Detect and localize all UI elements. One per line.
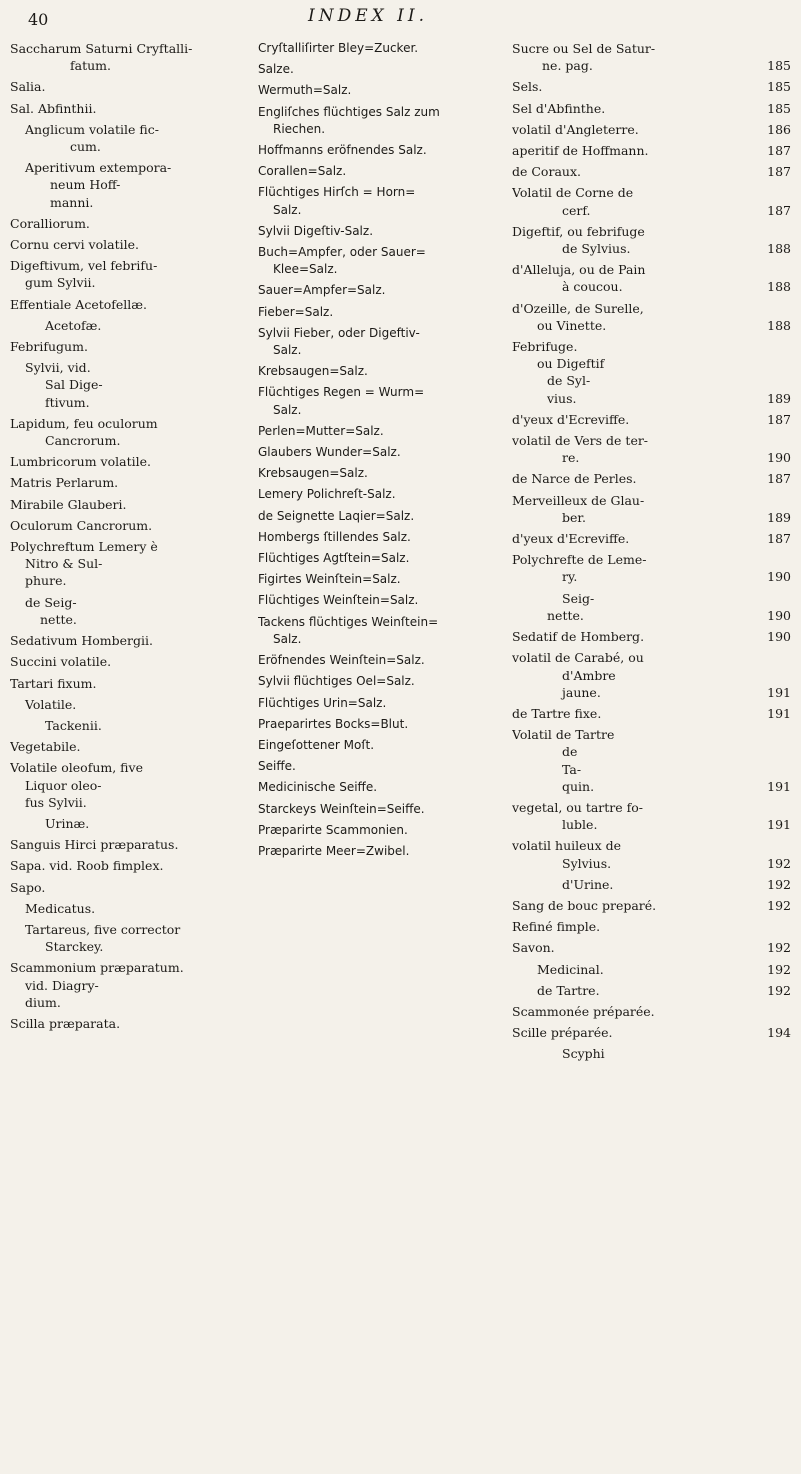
page-reference: 190: [767, 629, 791, 645]
latin-entry: [10, 959, 255, 1011]
french-entry: [512, 470, 797, 487]
latin-entry-line: de Seig-: [25, 594, 77, 610]
french-entry-line: Sedatif de Homberg. 190: [512, 628, 797, 645]
french-entry-line: d'Ambre: [562, 667, 616, 683]
latin-entry: [10, 415, 255, 449]
running-title: INDEX II.: [308, 6, 428, 26]
german-entry: [258, 444, 503, 461]
german-entry-line: Seiffe.: [258, 759, 296, 774]
latin-entry-line: phure.: [25, 573, 67, 589]
german-entry-line: Sauer=Ampfer=Salz.: [258, 283, 386, 298]
german-entry-line: Glaubers Wunder=Salz.: [258, 445, 401, 460]
french-entry: [512, 261, 797, 295]
german-entry: [258, 843, 503, 860]
french-entry-line: volatil huileux de: [512, 838, 621, 854]
latin-entry: [10, 257, 255, 291]
german-entry: [258, 40, 503, 57]
german-entry: [258, 325, 503, 359]
latin-entry: [10, 1015, 255, 1032]
page-reference: 192: [767, 876, 791, 892]
french-entry-line: Refiné fimple.: [512, 919, 601, 935]
page-reference: 185: [767, 100, 791, 116]
latin-entry-line: Effentiale Acetofellæ.: [10, 296, 148, 312]
french-entry: [512, 628, 797, 645]
latin-entry-line: Starckey.: [45, 939, 104, 955]
german-entry: [258, 486, 503, 503]
latin-entry-line: Saccharum Saturni Cryftalli-: [10, 41, 193, 56]
french-entry-line: ry. 190: [512, 568, 797, 585]
latin-entry: [10, 296, 255, 313]
german-entry-line: Krebsaugen=Salz.: [258, 466, 368, 481]
german-entry-line: Krebsaugen=Salz.: [258, 364, 368, 379]
latin-entry-line: Sal. Abfinthii.: [10, 100, 97, 116]
german-entry: [258, 163, 503, 180]
french-entry: [512, 939, 797, 956]
latin-entry-line: Coralliorum.: [10, 215, 90, 231]
page-reference: 187: [767, 411, 791, 427]
french-entry-line: volatil de Carabé, ou: [512, 650, 644, 666]
french-entry-line: Sel d'Abfinthe. 185: [512, 100, 797, 117]
german-entry: [258, 716, 503, 733]
german-entry: [258, 614, 503, 648]
page-reference: 191: [767, 705, 791, 721]
german-entry-line: Præparirte Scammonien.: [258, 822, 408, 837]
latin-entry-line: Aperitivum extempora-: [25, 160, 172, 176]
latin-entry-line: Lapidum, feu oculorum: [10, 415, 158, 431]
german-entry: [258, 779, 503, 796]
french-entry: [512, 1003, 797, 1020]
german-entry: [258, 184, 503, 218]
german-entry-line: Buch=Ampfer, oder Sauer=: [258, 245, 426, 260]
page-reference: 187: [767, 471, 791, 487]
german-entry-line: Fieber=Salz.: [258, 304, 334, 319]
latin-entry: [10, 236, 255, 253]
german-entry-line: Salz.: [273, 202, 302, 217]
french-entry: [512, 897, 797, 914]
latin-entry-line: Sapa. vid. Roob fimplex.: [10, 858, 164, 874]
german-entry: [258, 61, 503, 78]
latin-entry-line: Salia.: [10, 79, 46, 95]
latin-entry: [10, 879, 255, 896]
french-entry-line: vegetal, ou tartre fo-: [512, 799, 644, 815]
french-entry-line: ou Digeftif: [537, 356, 605, 372]
french-entry-line: Sucre ou Sel de Satur-: [512, 41, 656, 56]
latin-entry: [10, 359, 255, 411]
french-entry-line: d'Alleluja, ou de Pain: [512, 262, 646, 278]
french-entry: [512, 300, 797, 334]
german-entry-line: Salz.: [273, 402, 302, 417]
page-reference: 187: [767, 202, 791, 218]
german-entry: [258, 104, 503, 138]
german-entry: [258, 801, 503, 818]
latin-entry-line: Lumbricorum volatile.: [10, 454, 151, 470]
page-number: 40: [28, 10, 49, 29]
latin-entry-line: vid. Diagry-: [25, 977, 99, 993]
german-entry-line: Klee=Salz.: [273, 262, 338, 277]
page-reference: 190: [767, 450, 791, 466]
german-entry-line: Lemery Polichreſt-Salz.: [258, 487, 396, 502]
french-entry: [512, 142, 797, 159]
latin-entry: [10, 78, 255, 95]
latin-entry-line: Cornu cervi volatile.: [10, 237, 139, 253]
french-entry-line: jaune. 191: [512, 684, 797, 701]
french-entry: [512, 799, 797, 833]
latin-entry-line: Nitro & Sul-: [25, 556, 103, 572]
german-entry: [258, 695, 503, 712]
latin-entry-line: fus Sylvii.: [25, 794, 87, 810]
french-entry-line: volatil de Vers de ter-: [512, 433, 649, 449]
german-entry: [258, 304, 503, 321]
german-entry-line: Flüchtiges Hirſch = Horn=: [258, 185, 416, 200]
french-entry: [512, 530, 797, 547]
french-entry-line: Sang de bouc preparé. 192: [512, 897, 797, 914]
german-entry-line: Salz.: [273, 343, 302, 358]
french-entry: [512, 961, 797, 978]
page-reference: 190: [767, 607, 791, 623]
latin-entry: [10, 900, 255, 917]
latin-entry: [10, 815, 255, 832]
french-entry: [512, 590, 797, 624]
french-column: [512, 40, 797, 1067]
latin-entry-line: Sylvii, vid.: [25, 360, 91, 376]
latin-entry-line: Sedativum Hombergii.: [10, 633, 153, 649]
latin-entry: [10, 538, 255, 590]
german-entry-line: Eingeſottener Moſt.: [258, 737, 375, 752]
french-entry: [512, 726, 797, 795]
german-entry: [258, 758, 503, 775]
latin-entry-line: Vegetabile.: [10, 739, 81, 755]
french-entry-line: d'Ozeille, de Surelle,: [512, 300, 644, 316]
german-entry: [258, 508, 503, 525]
german-entry: [258, 550, 503, 567]
german-entry-line: Tackens flüchtiges Weinſtein=: [258, 614, 439, 629]
german-entry-line: Corallen=Salz.: [258, 164, 347, 179]
page-reference: 187: [767, 531, 791, 547]
latin-entry: [10, 40, 255, 74]
latin-entry-line: Matris Perlarum.: [10, 475, 119, 491]
german-entry: [258, 423, 503, 440]
french-entry: [512, 1045, 797, 1062]
latin-entry-line: Tackenii.: [45, 717, 102, 733]
french-entry-line: ber. 189: [512, 509, 797, 526]
german-entry-line: Salze.: [258, 62, 294, 77]
latin-entry-line: Liquor oleo-: [25, 777, 102, 793]
french-entry: [512, 184, 797, 218]
german-entry: [258, 82, 503, 99]
french-entry-line: nette. 190: [512, 607, 797, 624]
latin-entry: [10, 121, 255, 155]
latin-entry: [10, 317, 255, 334]
french-entry-line: Volatil de Corne de: [512, 185, 634, 201]
latin-entry-line: Mirabile Glauberi.: [10, 496, 127, 512]
french-entry: [512, 163, 797, 180]
french-entry-line: Volatil de Tartre: [512, 727, 615, 743]
french-entry-line: Merveilleux de Glau-: [512, 492, 645, 508]
french-entry-line: Scammonée préparée.: [512, 1003, 655, 1019]
french-entry: [512, 918, 797, 935]
french-entry-line: ne. pag. 185: [512, 57, 797, 74]
french-entry-line: cerf. 187: [512, 202, 797, 219]
german-entry: [258, 363, 503, 380]
french-entry: [512, 411, 797, 428]
latin-entry-line: Sanguis Hirci præparatus.: [10, 837, 179, 853]
latin-entry: [10, 594, 255, 628]
latin-entry: [10, 159, 255, 211]
french-entry: [512, 223, 797, 257]
german-entry-line: Flüchtiges Weinſtein=Salz.: [258, 593, 419, 608]
latin-entry: [10, 653, 255, 670]
latin-entry-line: Cancrorum.: [45, 433, 121, 449]
latin-entry-line: Medicatus.: [25, 900, 96, 916]
french-entry: [512, 876, 797, 893]
german-entry-line: Riechen.: [273, 121, 326, 136]
french-entry: [512, 982, 797, 999]
german-entry-line: Salz.: [273, 631, 302, 646]
page-reference: 186: [767, 121, 791, 137]
latin-entry-line: manni.: [50, 194, 94, 210]
german-entry-line: Figirtes Weinſtein=Salz.: [258, 572, 401, 587]
french-entry-line: Medicinal. 192: [512, 961, 797, 978]
latin-entry: [10, 857, 255, 874]
latin-entry-line: cum.: [70, 139, 101, 155]
french-entry-line: Scyphi: [562, 1046, 605, 1062]
german-entry-line: Starckeys Weinſtein=Seiffe.: [258, 801, 425, 816]
latin-entry: [10, 738, 255, 755]
latin-entry-line: Sapo.: [10, 879, 46, 895]
page-reference: 194: [767, 1025, 791, 1041]
french-entry: [512, 705, 797, 722]
german-entry-line: Flüchtiges Urin=Salz.: [258, 695, 387, 710]
latin-entry: [10, 453, 255, 470]
french-entry: [512, 432, 797, 466]
french-entry-line: d'yeux d'Ecreviffe. 187: [512, 530, 797, 547]
french-entry-line: à coucou. 188: [512, 278, 797, 295]
german-entry: [258, 571, 503, 588]
german-entry: [258, 223, 503, 240]
latin-entry-line: Polychreftum Lemery è: [10, 539, 158, 555]
latin-entry-line: Sal Dige-: [45, 377, 103, 393]
page-reference: 185: [767, 79, 791, 95]
page-reference: 189: [767, 390, 791, 406]
latin-entry: [10, 675, 255, 692]
french-entry-line: de Coraux. 187: [512, 163, 797, 180]
latin-entry-line: neum Hoff-: [50, 177, 121, 193]
latin-entry-line: nette.: [40, 611, 77, 627]
german-entry: [258, 465, 503, 482]
french-entry-line: re. 190: [512, 449, 797, 466]
latin-entry-line: dium.: [25, 994, 61, 1010]
german-entry: [258, 384, 503, 418]
latin-entry-line: Digeftivum, vel febrifu-: [10, 258, 158, 274]
latin-entry: [10, 215, 255, 232]
german-entry: [258, 652, 503, 669]
german-entry-line: Sylvii Fieber, oder Digeftiv-: [258, 325, 420, 340]
french-entry-line: ou Vinette. 188: [512, 317, 797, 334]
german-column: [258, 40, 503, 864]
latin-entry: [10, 517, 255, 534]
french-entry-line: Sels. 185: [512, 78, 797, 95]
latin-entry: [10, 338, 255, 355]
french-entry-line: de Sylvius. 188: [512, 240, 797, 257]
german-entry-line: Præparirte Meer=Zwibel.: [258, 843, 410, 858]
latin-entry-line: Volatile oleofum, five: [10, 760, 143, 776]
french-entry: [512, 837, 797, 871]
latin-entry-line: Succini volatile.: [10, 654, 112, 670]
german-entry-line: Cryſtalliſirter Bley=Zucker.: [258, 41, 419, 55]
french-entry: [512, 551, 797, 585]
french-entry-line: vius. 189: [512, 390, 797, 407]
latin-entry-line: Anglicum volatile fic-: [25, 121, 159, 137]
latin-entry-line: Volatile.: [25, 696, 77, 712]
german-entry: [258, 592, 503, 609]
page-reference: 191: [767, 778, 791, 794]
latin-entry-line: Scammonium præparatum.: [10, 960, 184, 976]
latin-entry: [10, 921, 255, 955]
french-entry-line: quin. 191: [512, 778, 797, 795]
french-entry-line: Febrifuge.: [512, 339, 578, 355]
german-entry: [258, 142, 503, 159]
french-entry-line: Scille préparée. 194: [512, 1024, 797, 1041]
french-entry: [512, 492, 797, 526]
page-reference: 188: [767, 317, 791, 333]
german-entry: [258, 529, 503, 546]
latin-column: [10, 40, 255, 1036]
german-entry: [258, 673, 503, 690]
latin-entry: [10, 717, 255, 734]
french-entry: [512, 649, 797, 701]
german-entry: [258, 244, 503, 278]
german-entry-line: Engliſches flüchtiges Salz zum: [258, 104, 440, 119]
latin-entry: [10, 100, 255, 117]
latin-entry-line: Acetofæ.: [45, 317, 102, 333]
french-entry-line: de: [562, 744, 578, 760]
latin-entry: [10, 696, 255, 713]
page-reference: 187: [767, 164, 791, 180]
page-reference: 189: [767, 509, 791, 525]
latin-entry: [10, 836, 255, 853]
french-entry-line: luble. 191: [512, 816, 797, 833]
german-entry-line: Flüchtiges Agtſtein=Salz.: [258, 551, 410, 566]
french-entry-line: Polychrefte de Leme-: [512, 552, 647, 568]
page-reference: 192: [767, 897, 791, 913]
german-entry-line: Perlen=Mutter=Salz.: [258, 423, 384, 438]
french-entry: [512, 338, 797, 407]
french-entry: [512, 100, 797, 117]
french-entry-line: de Tartre. 192: [512, 982, 797, 999]
french-entry-line: de Tartre fixe. 191: [512, 705, 797, 722]
french-entry-line: Sylvius. 192: [512, 855, 797, 872]
page-reference: 192: [767, 982, 791, 998]
french-entry-line: aperitif de Hoffmann. 187: [512, 142, 797, 159]
german-entry-line: de Seignette Laqier=Salz.: [258, 508, 415, 523]
page-reference: 192: [767, 940, 791, 956]
french-entry-line: d'yeux d'Ecreviffe. 187: [512, 411, 797, 428]
latin-entry: [10, 474, 255, 491]
french-entry-line: Ta-: [562, 761, 582, 777]
page-reference: 185: [767, 58, 791, 74]
latin-entry-line: gum Sylvii.: [25, 275, 96, 291]
french-entry-line: de Narce de Perles. 187: [512, 470, 797, 487]
latin-entry: [10, 496, 255, 513]
latin-entry-line: Oculorum Cancrorum.: [10, 517, 153, 533]
latin-entry-line: ftivum.: [45, 394, 90, 410]
latin-entry-line: Urinæ.: [45, 815, 90, 831]
page-reference: 188: [767, 279, 791, 295]
german-entry-line: Sylvii flüchtiges Oel=Salz.: [258, 674, 415, 689]
german-entry: [258, 737, 503, 754]
german-entry-line: Sylvii Digeſtiv-Salz.: [258, 223, 374, 238]
latin-entry-line: fatum.: [70, 58, 111, 74]
german-entry-line: Medicinische Seiffe.: [258, 780, 378, 795]
french-entry: [512, 121, 797, 138]
page-reference: 188: [767, 241, 791, 257]
french-entry: [512, 40, 797, 74]
page-reference: 191: [767, 684, 791, 700]
german-entry-line: Flüchtiges Regen = Wurm=: [258, 385, 425, 400]
french-entry-line: d'Urine. 192: [512, 876, 797, 893]
french-entry-line: Savon. 192: [512, 939, 797, 956]
page-reference: 191: [767, 817, 791, 833]
page-reference: 187: [767, 143, 791, 159]
french-entry-line: de Syl-: [547, 373, 591, 389]
latin-entry-line: Febrifugum.: [10, 339, 88, 355]
french-entry: [512, 78, 797, 95]
page-reference: 192: [767, 855, 791, 871]
french-entry-line: volatil d'Angleterre. 186: [512, 121, 797, 138]
page-reference: 190: [767, 569, 791, 585]
latin-entry: [10, 759, 255, 811]
latin-entry-line: Tartareus, five corrector: [25, 921, 181, 937]
german-entry-line: Wermuth=Salz.: [258, 83, 352, 98]
german-entry-line: Hoffmanns eröfnendes Salz.: [258, 143, 427, 158]
latin-entry: [10, 632, 255, 649]
page-header: [0, 2, 801, 40]
page-reference: 192: [767, 961, 791, 977]
french-entry-line: Seig-: [562, 590, 595, 606]
french-entry: [512, 1024, 797, 1041]
german-entry-line: Hombergs ſtillendes Salz.: [258, 529, 411, 544]
german-entry: [258, 822, 503, 839]
latin-entry-line: Tartari fixum.: [10, 675, 97, 691]
german-entry-line: Eröfnendes Weinſtein=Salz.: [258, 653, 425, 668]
latin-entry-line: Scilla præparata.: [10, 1015, 121, 1031]
german-entry: [258, 282, 503, 299]
french-entry-line: Digeftif, ou febrifuge: [512, 223, 645, 239]
german-entry-line: Praeparirtes Bocks=Blut.: [258, 716, 409, 731]
